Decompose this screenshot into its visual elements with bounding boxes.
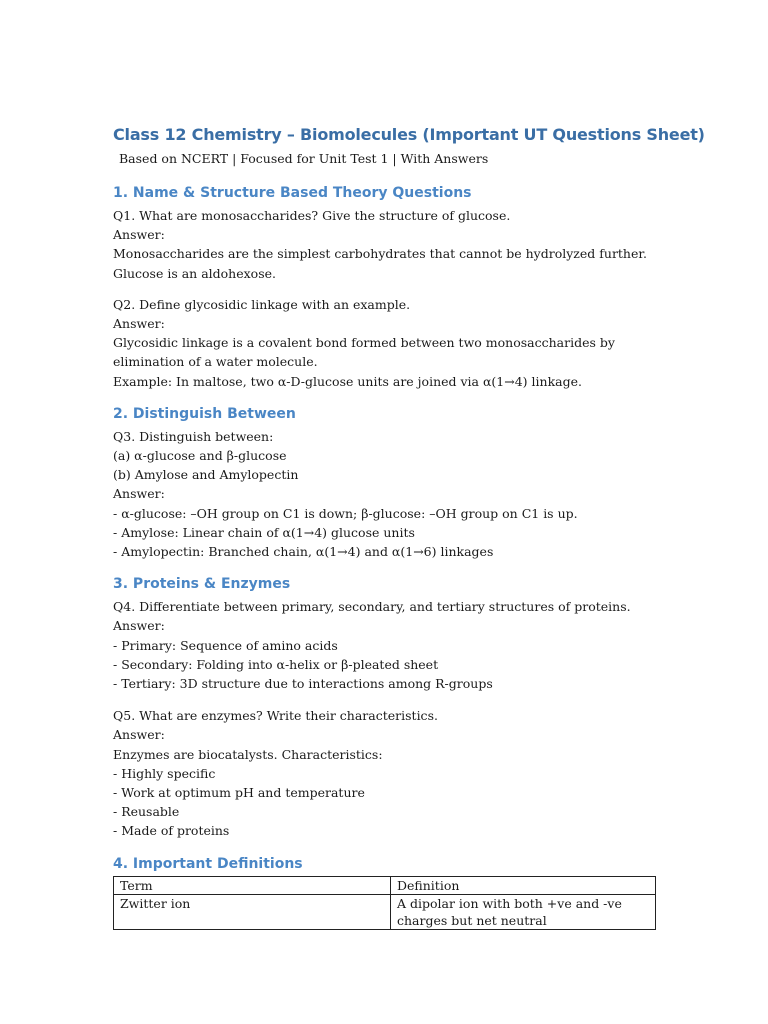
document-title: Class 12 Chemistry – Biomolecules (Important UT Questions Sheet) [113, 125, 705, 144]
question-part: (b) Amylose and Amylopectin [113, 467, 299, 483]
question-q4: Q4. Differentiate between primary, secondary, and tertiary structures of proteins. [113, 599, 631, 615]
answer-line: Glycosidic linkage is a covalent bond formed between two monosaccharides by elimination of a water molecule. [113, 335, 615, 370]
answer-line: - Made of proteins [113, 823, 230, 839]
answer-line: - Tertiary: 3D structure due to interactions among R-groups [113, 676, 493, 692]
document-content [113, 124, 705, 930]
table-row [114, 894, 656, 929]
answer-line: - Amylose: Linear chain of α(1→4) glucose units [113, 524, 415, 540]
document-subtitle: Based on NCERT | Focused for Unit Test 1 | With Answers [119, 151, 489, 166]
question-q2: Q2. Define glycosidic linkage with an example. [113, 296, 411, 312]
answer-line: - Primary: Sequence of amino acids [113, 637, 338, 653]
section-heading-1: 1. Name & Structure Based Theory Questions [113, 185, 472, 201]
answer-line: Glucose is an aldohexose. [113, 265, 276, 281]
answer-label: Answer: [113, 316, 165, 332]
answer-label: Answer: [113, 227, 165, 243]
question-q5: Q5. What are enzymes? Write their characteristics. [113, 708, 438, 724]
table-cell-definition: A dipolar ion with both +ve and -ve charges but net neutral [391, 894, 656, 929]
answer-line: - Secondary: Folding into α-helix or β-pleated sheet [113, 656, 439, 672]
table-cell-term: Zwitter ion [114, 894, 391, 929]
answer-line: Monosaccharides are the simplest carbohydrates that cannot be hydrolyzed further. [113, 246, 647, 262]
answer-label: Answer: [113, 618, 165, 634]
definitions-table [113, 876, 656, 930]
question-part: (a) α-glucose and β-glucose [113, 448, 287, 464]
table-header-cell: Term [114, 876, 391, 894]
section-heading-3: 3. Proteins & Enzymes [113, 576, 291, 593]
answer-line: - Highly specific [113, 765, 216, 781]
question-q1: Q1. What are monosaccharides? Give the structure of glucose. [113, 208, 511, 223]
section-heading-4: 4. Important Definitions [113, 855, 303, 872]
answer-line: Enzymes are biocatalysts. Characteristics: [113, 746, 383, 762]
section-heading-2: 2. Distinguish Between [113, 405, 296, 422]
answer-line: - α-glucose: –OH group on C1 is down; β-glucose: –OH group on C1 is up. [113, 505, 578, 521]
table-header-cell: Definition [391, 876, 656, 894]
answer-label: Answer: [113, 486, 165, 502]
answer-line: Example: In maltose, two α-D-glucose units are joined via α(1→4) linkage. [113, 373, 582, 389]
answer-label: Answer: [113, 727, 165, 743]
answer-line: - Work at optimum pH and temperature [113, 785, 365, 801]
question-q3: Q3. Distinguish between: [113, 428, 274, 444]
table-header-row [114, 876, 656, 894]
answer-line: - Amylopectin: Branched chain, α(1→4) and α(1→6) linkages [113, 544, 494, 560]
answer-line: - Reusable [113, 804, 180, 820]
